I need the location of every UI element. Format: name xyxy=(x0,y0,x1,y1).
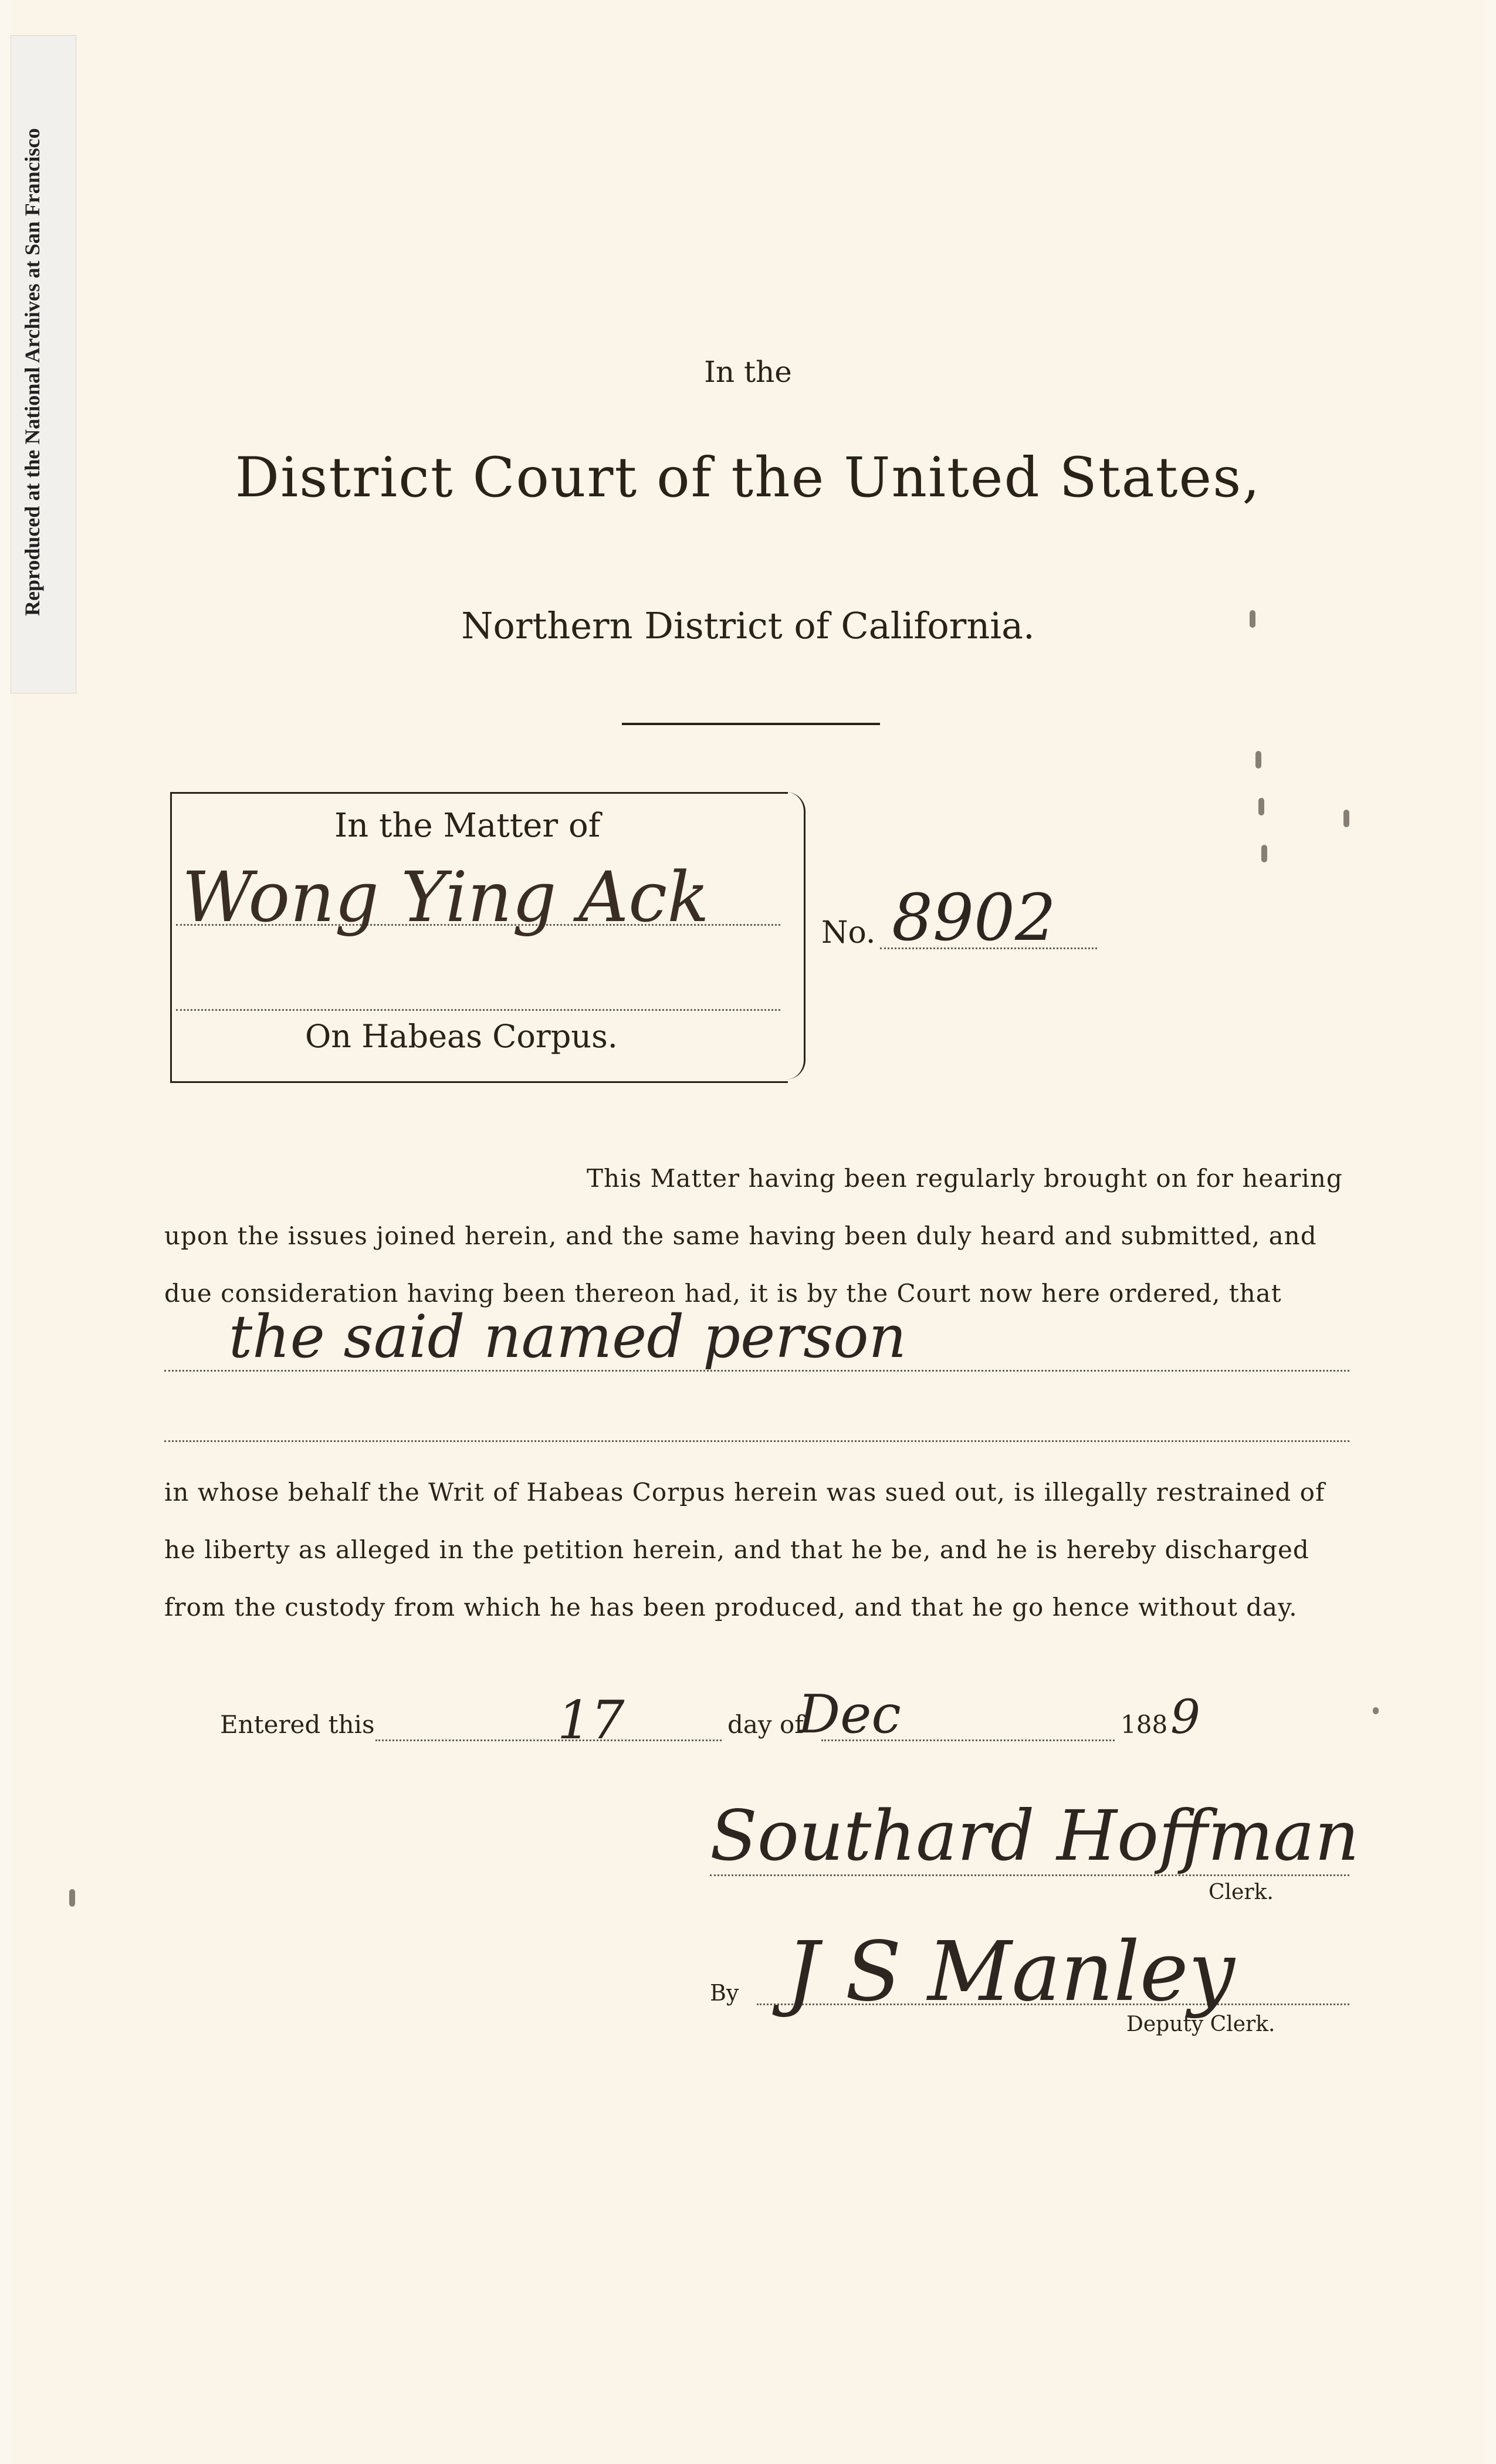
matter-brace xyxy=(786,792,805,1079)
clerk-signature-line xyxy=(710,1874,1349,1876)
entered-day-line xyxy=(375,1739,722,1741)
clerk-label: Clerk. xyxy=(1209,1880,1274,1904)
ink-mark xyxy=(1250,610,1255,628)
order-fill-line-2 xyxy=(164,1440,1349,1442)
petitioner-name: Wong Ying Ack xyxy=(182,857,709,937)
ink-mark xyxy=(1258,798,1264,815)
order-paragraph-1: This Matter having been regularly brought on for hearing upon the issues joined herein, and the same having been duly heard and submitted, and due consideration having been thereon had, it is by the Court now here ordered, that xyxy=(164,1164,1343,1308)
deputy-signature: J S Manley xyxy=(786,1924,1235,2020)
archive-tab-text: Reproduced at the National Archives at San Francisco xyxy=(21,128,44,616)
matter-blank-line xyxy=(176,1009,780,1011)
by-label: By xyxy=(710,1980,739,2006)
header-intro: In the xyxy=(704,355,792,389)
case-number-label: No. xyxy=(821,915,876,950)
ink-mark xyxy=(69,1889,75,1907)
order-filled-text: the said named person xyxy=(229,1302,907,1371)
district-title: Northern District of California. xyxy=(461,604,1035,647)
year-digit: 9 xyxy=(1170,1690,1200,1744)
court-title: District Court of the United States, xyxy=(235,446,1261,510)
divider-rule xyxy=(622,723,880,725)
deputy-label: Deputy Clerk. xyxy=(1126,2012,1275,2036)
ink-mark xyxy=(1261,845,1267,862)
entered-label: Entered this xyxy=(220,1710,375,1739)
year-prefix: 188 xyxy=(1121,1710,1168,1739)
matter-label: In the Matter of xyxy=(334,807,601,845)
ink-mark xyxy=(1255,751,1261,769)
entered-month: Dec xyxy=(798,1684,901,1745)
case-number: 8902 xyxy=(892,880,1056,955)
order-paragraph-2: in whose behalf the Writ of Habeas Corpus herein was sued out, is illegally restrained of he liberty as alleged in the petition herein, and that he be, and he is hereby discharged from the custody from which he has been produced, and that he go hence without day. xyxy=(164,1478,1325,1622)
ink-mark xyxy=(1343,810,1349,827)
clerk-signature: Southard Hoffman xyxy=(710,1795,1359,1876)
day-of-label: day of xyxy=(727,1710,804,1739)
habeas-label: On Habeas Corpus. xyxy=(305,1018,618,1055)
ink-mark xyxy=(1373,1707,1379,1714)
entered-day: 17 xyxy=(557,1690,625,1751)
